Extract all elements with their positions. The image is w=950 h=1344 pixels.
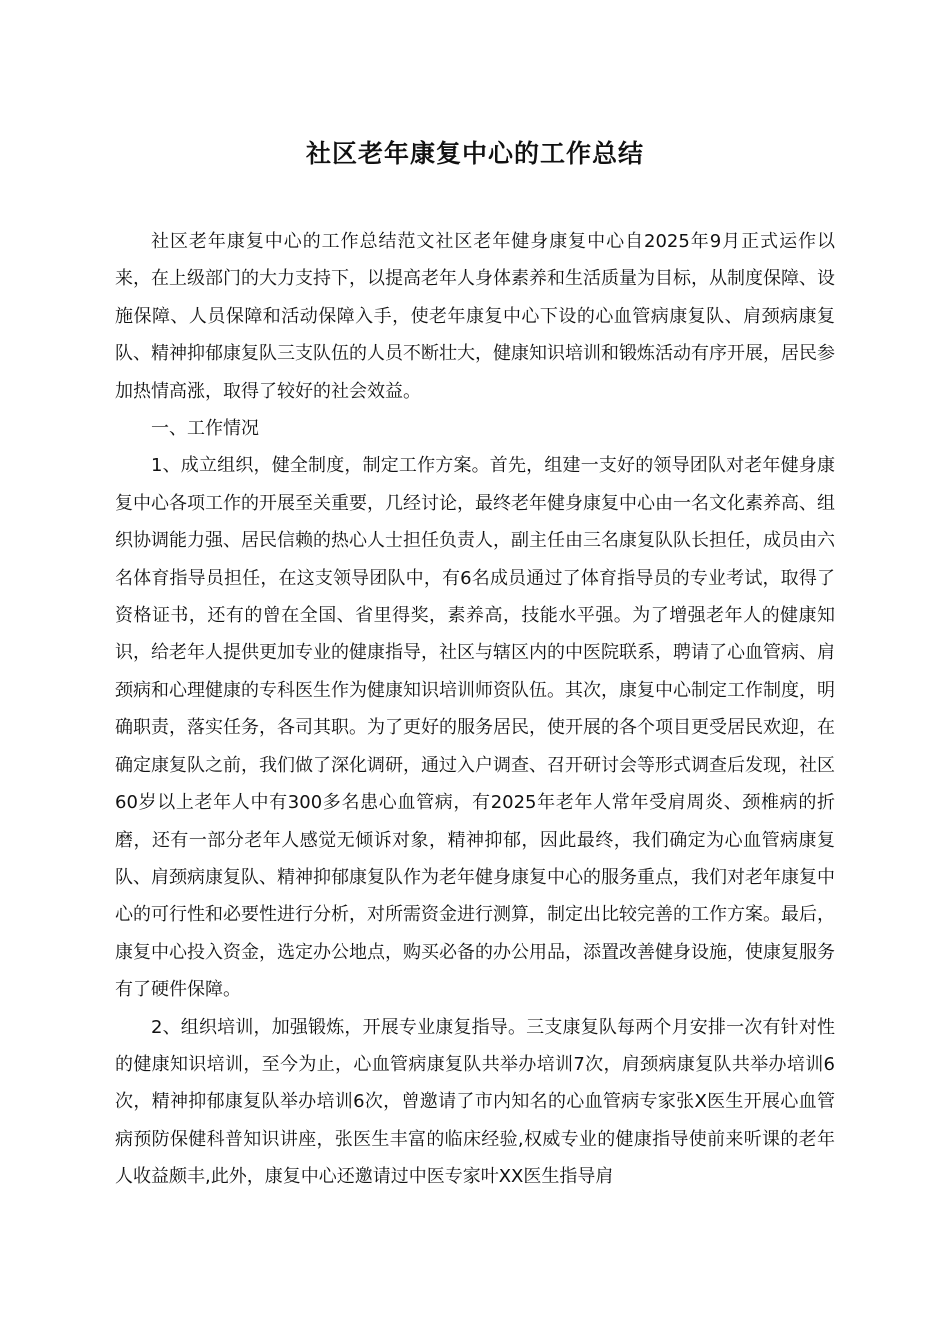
paragraph-organization: 1、成立组织，健全制度，制定工作方案。首先，组建一支好的领导团队对老年健身康复中心各项工作的开展至关重要，几经讨论，最终老年健身康复中心由一名文化素养高、组织协调能力强、居民信赖的热心人士担任负责人，副主任由三名康复队队长担任，成员由六名体育指导员担任，在这支领导团队中，有6名成员通过了体育指导员的专业考试，取得了资格证书，还有的曾在全国、省里得奖，素养高，技能水平强。为了增强老年人的健康知识，给老年人提供更加专业的健康指导，社区与辖区内的中医院联系，聘请了心血管病、肩颈病和心理健康的专科医生作为健康知识培训师资队伍。其次，康复中心制定工作制度，明确职责，落实任务，各司其职。为了更好的服务居民，使开展的各个项目更受居民欢迎，在确定康复队之前，我们做了深化调研，通过入户调查、召开研讨会等形式调查后发现，社区60岁以上老年人中有300多名患心血管病，有2025年老年人常年受肩周炎、颈椎病的折磨，还有一部分老年人感觉无倾诉对象，精神抑郁，因此最终，我们确定为心血管病康复队、肩颈病康复队、精神抑郁康复队作为老年健身康复中心的服务重点，我们对老年康复中心的可行性和必要性进行分析，对所需资金进行测算，制定出比较完善的工作方案。最后，康复中心投入资金，选定办公地点，购买必备的办公用品，添置改善健身设施，使康复服务有了硬件保障。 xyxy=(115,455,835,1001)
paragraph-intro: 社区老年康复中心的工作总结范文社区老年健身康复中心自2025年9月正式运作以来，在上级部门的大力支持下，以提高老年人身体素养和生活质量为目标，从制度保障、设施保障、人员保障和活动保障入手，使老年康复中心下设的心血管病康复队、肩颈病康复队、精神抑郁康复队三支队伍的人员不断壮大，健康知识培训和锻炼活动有序开展，居民参加热情高涨，取得了较好的社会效益。 xyxy=(115,231,835,402)
document-title: 社区老年康复中心的工作总结 xyxy=(305,139,644,168)
section-heading-work-situation: 一、工作情况 xyxy=(151,418,259,440)
document-body xyxy=(115,223,835,1196)
paragraph-training: 2、组织培训，加强锻炼，开展专业康复指导。三支康复队每两个月安排一次有针对性的健康知识培训，至今为止，心血管病康复队共举办培训7次，肩颈病康复队共举办培训6次，精神抑郁康复队举办培训6次，曾邀请了市内知名的心血管病专家张X医生开展心血管病预防保健科普知识讲座，张医生丰富的临床经验,权威专业的健康指导使前来听课的老年人收益颇丰,此外，康复中心还邀请过中医专家叶XX医生指导肩 xyxy=(115,1016,835,1188)
